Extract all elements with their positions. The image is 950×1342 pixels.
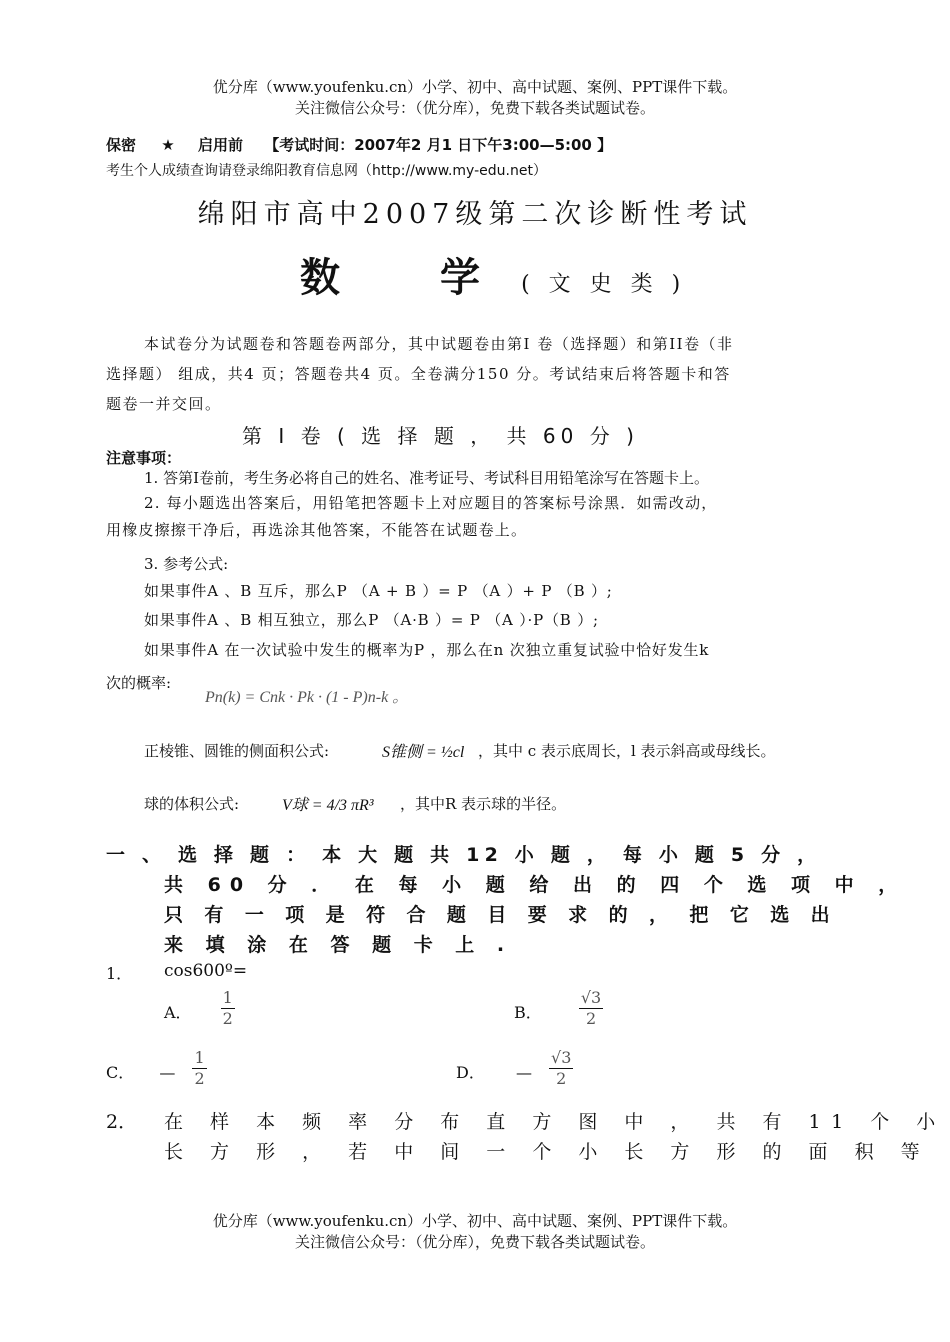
exam-info-line: [106, 134, 612, 155]
notice-item-2b: 用橡皮擦擦干净后，再选涂其他答案，不能答在试题卷上。: [106, 521, 528, 539]
fraction-numerator: 1: [222, 988, 233, 1007]
option-fraction: [192, 1050, 206, 1087]
subject-name: 数 学: [300, 255, 510, 301]
before-use-label: 启用前: [197, 136, 243, 154]
q2-line-1: 在 样 本 频 率 分 布 直 方 图 中 ， 共 有 11 个 小: [164, 1111, 946, 1133]
q2-line-2: 长 方 形 ， 若 中 间 一 个 小 长 方 形 的 面 积 等: [164, 1141, 931, 1163]
section1-line-2: 共 60 分 ． 在 每 小 题 给 出 的 四 个 选 项 中 ，: [164, 874, 907, 896]
header-line-2: 关注微信公众号：（优分库），免费下载各类试题试卷。: [294, 99, 655, 117]
q1-number: 1．: [106, 964, 133, 983]
fraction-denominator: 2: [556, 1069, 567, 1088]
option-sign: —: [159, 1063, 176, 1082]
q1-option-b: [514, 988, 603, 1028]
formula-independent: 如果事件A 、B 相互独立，那么P （A·B ）= P （A ）·P（B ）;: [144, 611, 599, 629]
fraction-denominator: 2: [222, 1009, 233, 1028]
star-icon: ★: [161, 136, 175, 154]
fraction-denominator: 2: [585, 1009, 597, 1028]
sphere-volume-formula: V球 = 4/3 πR³: [282, 797, 374, 814]
formula-binomial-a: 如果事件A 在一次试验中发生的概率为P ，那么在n 次独立重复试验中恰好发生k: [144, 641, 710, 659]
option-sign: —: [515, 1063, 532, 1082]
formula-binomial-b: 次的概率:: [106, 674, 172, 692]
fraction-numerator: 1: [194, 1048, 205, 1067]
score-query-note: 考生个人成绩查询请登录绵阳教育信息网（http://www.my-edu.net）: [106, 163, 547, 179]
formula-mutex: 如果事件A 、B 互斥，那么P （A + B ）= P （A ）+ P （B ）;: [144, 582, 613, 600]
option-label: C．: [106, 1063, 135, 1082]
option-fraction: [579, 990, 603, 1027]
fraction-numerator: √3: [580, 988, 602, 1007]
sphere-volume-note: ，其中R 表示球的半径。: [400, 795, 567, 813]
q1-option-a: [164, 988, 235, 1028]
part1-title: 第 I 卷 ( 选 择 题 ， 共 60 分 ): [242, 424, 639, 448]
subject-title: [300, 246, 686, 303]
notice-item-2a: 2. 每小题选出答案后，用铅笔把答题卡上对应题目的答案标号涂黑．如需改动，: [144, 494, 718, 512]
formula-binomial: Pn(k) = Cnk · Pk · (1 - P)n-k 。: [205, 689, 409, 706]
intro-line-1: 本试卷分为试题卷和答题卷两部分，其中试题卷由第I 卷（选择题）和第II卷（非: [144, 335, 734, 353]
intro-line-3: 题卷一并交回。: [106, 395, 222, 413]
notice-heading: 注意事项：: [106, 449, 182, 467]
sphere-volume-label: 球的体积公式:: [144, 795, 240, 813]
q2-number: 2．: [106, 1111, 138, 1133]
option-fraction: [221, 990, 235, 1027]
q1-option-d: [456, 1048, 573, 1088]
notice-item-3: 3. 参考公式:: [144, 555, 229, 573]
option-fraction: [549, 1050, 573, 1087]
cone-area-label: 正棱锥、圆锥的侧面积公式:: [144, 742, 330, 760]
intro-line-2: 选择题） 组成，共4 页；答题卷共4 页。全卷满分150 分。考试结束后将答题卡和答: [106, 365, 731, 383]
fraction-numerator: √3: [551, 1048, 572, 1067]
section1-line-1: 一 、 选 择 题 ： 本 大 题 共 12 小 题 ， 每 小 题 5 分 ，: [106, 844, 822, 866]
subject-category: ( 文 史 类 ): [521, 272, 687, 297]
option-label: B．: [514, 1003, 542, 1022]
fraction-denominator: 2: [194, 1069, 205, 1088]
option-label: A．: [164, 1003, 192, 1022]
exam-time: 【考试时间：2007年2 月1 日下午3:00—5:00 】: [264, 136, 613, 154]
footer-line-2: 关注微信公众号：（优分库），免费下载各类试题试卷。: [294, 1233, 655, 1251]
header-line-1: 优分库（www.youfenku.cn）小学、初中、高中试题、案例、PPT课件下载。: [212, 78, 738, 96]
q1-stem: cos600º=: [164, 961, 248, 981]
section1-line-4: 来 填 涂 在 答 题 卡 上 .: [164, 934, 513, 956]
option-label: D．: [456, 1063, 485, 1082]
cone-area-note: ，其中 c 表示底周长，l 表示斜高或母线长。: [478, 742, 776, 760]
secret-label: 保密: [106, 136, 137, 154]
notice-item-1: 1. 答第I卷前，考生务必将自己的姓名、准考证号、考试科目用铅笔涂写在答题卡上。: [144, 469, 710, 487]
footer-line-1: 优分库（www.youfenku.cn）小学、初中、高中试题、案例、PPT课件下载。: [212, 1212, 738, 1230]
exam-title: 绵阳市高中2007级第二次诊断性考试: [197, 199, 753, 230]
q1-option-c: [106, 1048, 207, 1088]
cone-area-formula: S锥侧 = ½cl: [382, 744, 465, 761]
section1-line-3: 只 有 一 项 是 符 合 题 目 要 求 的 ， 把 它 选 出: [164, 904, 838, 926]
